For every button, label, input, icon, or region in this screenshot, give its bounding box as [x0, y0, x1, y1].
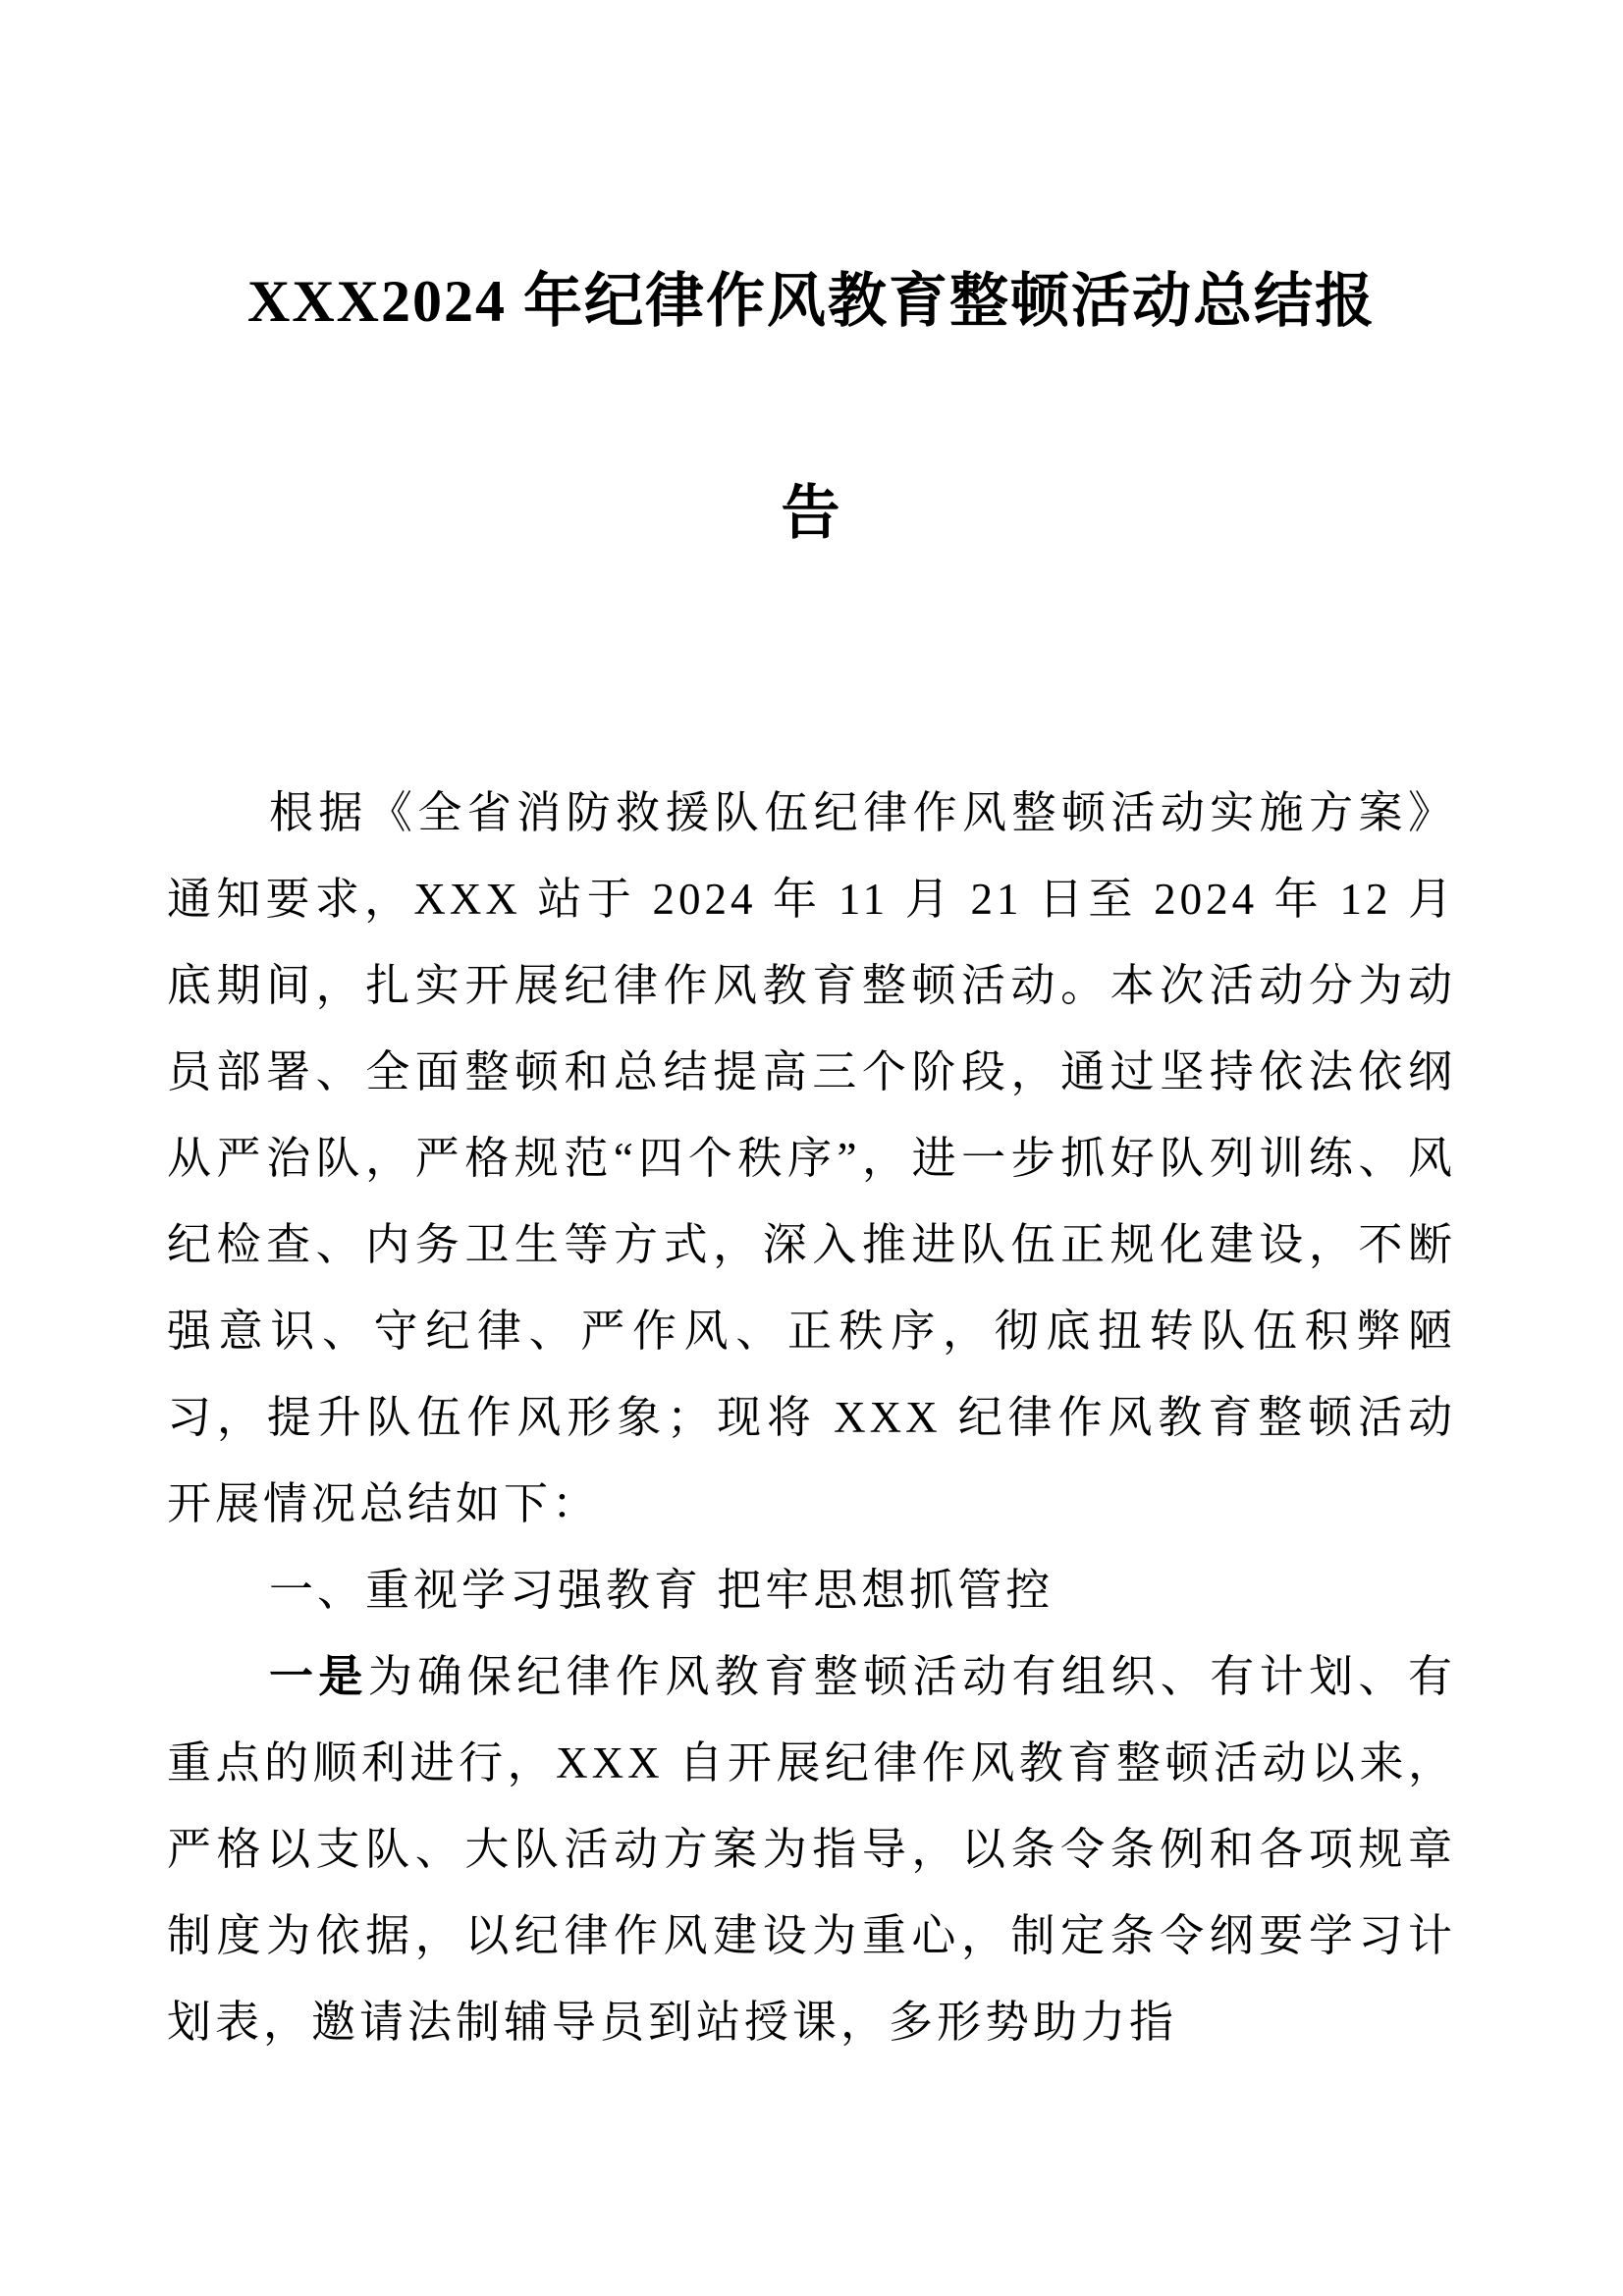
document-body: [167, 770, 1456, 2065]
paragraph-point-1-lead: 一是: [269, 1652, 368, 1701]
paragraph-intro: 根据《全省消防救援队伍纪律作风整顿活动实施方案》通知要求，XXX 站于 2024 年 11 月 21 日至 2024 年 12 月底期间，扎实开展纪律作风教育整顿活动。本次活动分为动员部署、全面整顿和总结提高三个阶段，通过坚持依法依纲从严治队，严格规范“四个秩序”，进一步抓好队列训练、风纪检查、内务卫生等方式，深入推进队伍正规化建设，不断强意识、守纪律、严作风、正秩序，彻底扭转队伍积弊陋习，提升队伍作风形象；现将 XXX 纪律作风教育整顿活动开展情况总结如下：: [167, 788, 1456, 1528]
paragraph-point-1-text: 为确保纪律作风教育整顿活动有组织、有计划、有重点的顺利进行，XXX 自开展纪律作风教育整顿活动以来，严格以支队、大队活动方案为指导，以条令条例和各项规章制度为依据，以纪律作风建设为重心，制定条令纲要学习计划表，邀请法制辅导员到站授课，多形势助力指: [167, 1652, 1456, 2047]
title-line-1: XXX2024 年纪律作风教育整顿活动总结报: [247, 269, 1376, 334]
section-heading-1: 一、重视学习强教育 把牢思想抓管控: [269, 1566, 1055, 1615]
paragraph-point-1: [167, 1633, 1456, 2065]
document-title: [167, 263, 1456, 552]
title-line-2: 告: [781, 481, 842, 546]
